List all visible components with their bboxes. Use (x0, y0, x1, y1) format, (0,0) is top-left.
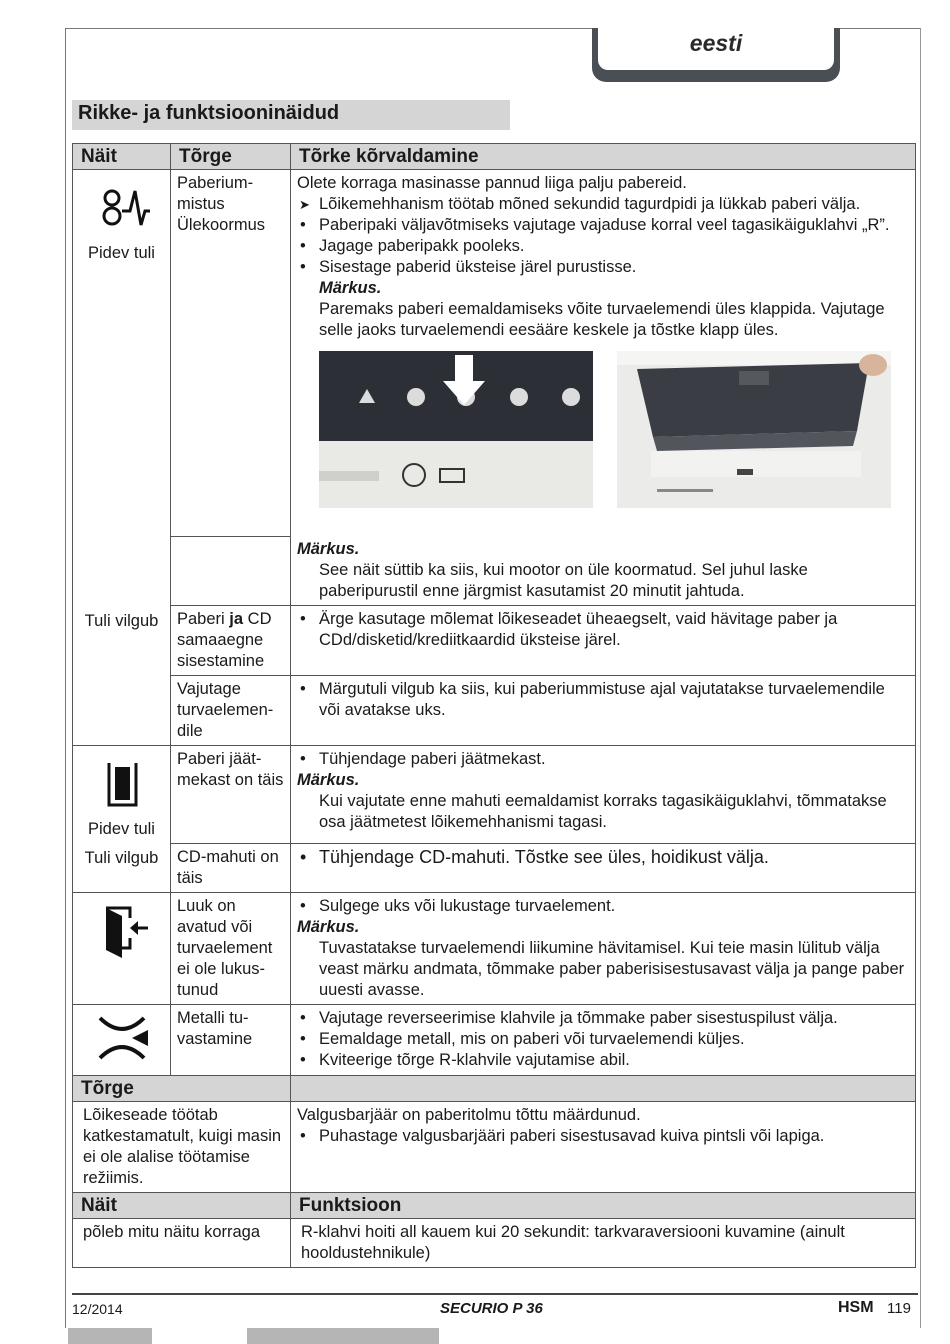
remedy-cell: • Vajutage reverseerimise klahvile ja tõmmake paber sisestuspilust välja. • Eemaldage metall, mis on paberi või turvaelemendi küljes. • Kviteerige tõrge R-klahvile vajutamise abil. (291, 1004, 916, 1075)
fault-cell: Paberium- mistus Ülekoormus (171, 170, 291, 537)
remedy-cell: • Ärge kasutage mõlemat lõikeseadet üheaegselt, vaid hävitage paber ja CDd/disketid/krediitkaardid üksteise järel. (291, 606, 916, 676)
signal-steady: Pidev tuli (88, 820, 155, 838)
header-remedy: Tõrke kõrvaldamine (291, 144, 916, 170)
paper-jam-icon (92, 181, 152, 237)
header-signal: Näit (73, 144, 171, 170)
table-row (73, 892, 916, 1004)
signal-cell: põleb mitu näitu korraga (73, 1218, 291, 1267)
footer-divider (72, 1293, 918, 1295)
header-fault: Tõrge (171, 144, 291, 170)
signal-cell (73, 170, 171, 537)
remedy-cell: Olete korraga masinasse pannud liiga palju pabereid. ➤ Lõikemehhanism töötab mõned sekundid tagurdpidi ja lükkab paberi välja. • Paberipaki väljavõtmiseks vajutage vajaduse korral veel tagasikäiguklahvi „R”. • Jagage paberipakk pooleks. • Sisestage paberid üksteise järel purustisse. Märkus. Paremaks paberi eemaldamiseks võite turvaelemendi üles klappida. Vajutage selle jaoks turvaelemendi eesääre keskele ja tõstke klapp üles. (291, 170, 916, 537)
remedy-cell: • Sulgege uks või lukustage turvaelement. Märkus. Tuvastatakse turvaelemendi liikumine hävitamisel. Kui teie masin lülitub välja veast märku andmata, tõmmake paber paberisisestusavast välja ja pange paber uuesti avasse. (291, 892, 916, 1004)
signal-cell (73, 746, 171, 844)
remedy-cell: • Märgutuli vilgub ka siis, kui paberiummistuse ajal vajutatakse turvaelemendile või avatakse uks. (291, 676, 916, 746)
signal-cell (73, 843, 171, 892)
remedy-cell: Valgusbarjäär on paberitolmu tõttu määrdunud. • Puhastage valgusbarjääri paberi sisestusavad kuiva pintsli või lapiga. (291, 1101, 916, 1192)
remedy-cell: Märkus. See näit süttib ka siis, kui mootor on üle koormatud. Sel juhul laske paberipurustil enne järgmist kasutamist 20 minutit jahtuda. (291, 536, 916, 606)
table-header-row (73, 144, 916, 170)
signal-blinking: Tuli vilgub (84, 611, 159, 630)
fault-cell: Luuk on avatud või turvaelement ei ole lukus-tunud (171, 892, 291, 1004)
table-row (73, 1004, 916, 1075)
section-title: Rikke- ja funktsiooninäidud (72, 100, 510, 130)
signal-cell (73, 1004, 171, 1075)
table-row (73, 536, 916, 606)
page-number: 119 (887, 1300, 911, 1317)
table-header-row (73, 1075, 916, 1101)
fault-cell: Vajutage turvaelemen-dile (171, 676, 291, 746)
signal-cell (73, 892, 171, 1004)
function-cell: R-klahvi hoiti all kauem kui 20 sekundit: tarkvaraversiooni kuvamine (ainult hooldustehnikule) (291, 1218, 916, 1267)
table-row (73, 676, 916, 746)
language-label: eesti (689, 30, 743, 56)
table-row (73, 170, 916, 537)
waste-bin-full-icon (92, 757, 152, 813)
door-open-icon (92, 904, 152, 960)
signal-cell (73, 606, 171, 676)
fault-cell: CD-mahuti on täis (171, 843, 291, 892)
fault-cell: Metalli tu-vastamine (171, 1004, 291, 1075)
control-panel-photo (319, 351, 593, 508)
fault-cell: Paberi ja CD samaaegne sisestamine (171, 606, 291, 676)
metal-detection-icon (92, 1010, 152, 1066)
fault-cell: Paberi jäät-mekast on täis (171, 746, 291, 844)
header-fault-2: Tõrge (73, 1075, 291, 1101)
security-flap-photo (617, 351, 891, 508)
signal-blinking: Tuli vilgub (84, 849, 159, 867)
table-row (73, 606, 916, 676)
header-function: Funktsioon (291, 1192, 916, 1218)
brand-logo: HSM (838, 1299, 874, 1316)
fault-table (72, 143, 916, 1268)
footer-date: 12/2014 (72, 1301, 123, 1317)
signal-steady: Pidev tuli (88, 244, 155, 262)
table-row (73, 746, 916, 844)
table-row (73, 1218, 916, 1267)
table-row (73, 1101, 916, 1192)
remedy-cell: • Tühjendage paberi jäätmekast. Märkus. Kui vajutate enne mahuti eemaldamist korraks tagasikäiguklahvi, tõmmatakse osa jäätmetest lõikemehhanismi tagasi. (291, 746, 916, 844)
remedy-cell: • Tühjendage CD-mahuti. Tõstke see üles, hoidikust välja. (291, 843, 916, 892)
table-row (73, 843, 916, 892)
header-signal-2: Näit (73, 1192, 291, 1218)
fault-cell: Lõikeseade töötab katkestamatult, kuigi masin ei ole alalise töötamise režiimis. (73, 1101, 291, 1192)
table-header-row (73, 1192, 916, 1218)
footer-model: SECURIO P 36 (440, 1300, 543, 1317)
